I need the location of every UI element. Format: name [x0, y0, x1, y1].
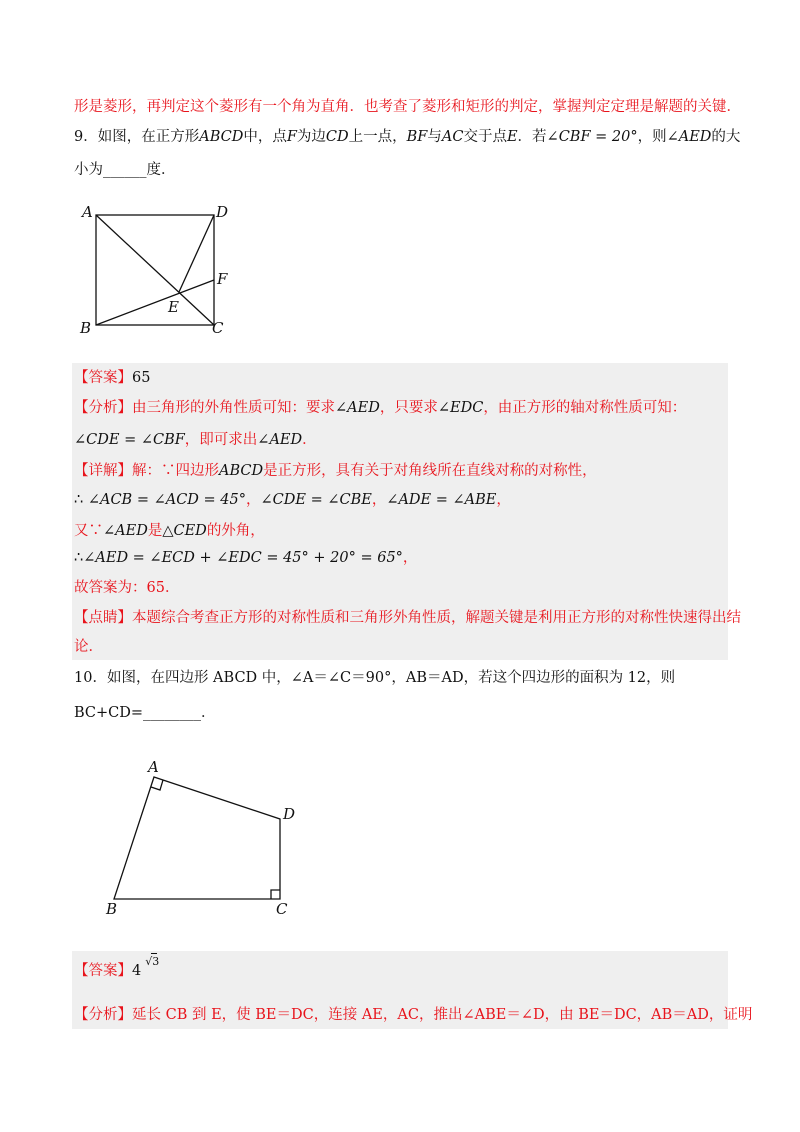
q9-text: 为边 — [296, 129, 326, 145]
diagonal-ac — [96, 215, 214, 325]
detail-tag: 【详解】 — [74, 463, 132, 479]
analysis-math: ∠CDE = ∠CBF — [74, 432, 185, 448]
final-line-9: 故答案为：65． — [74, 580, 180, 596]
analysis-line-9 — [74, 398, 686, 418]
step2-line-9 — [74, 521, 265, 541]
answer-line-10 — [74, 955, 160, 982]
comment-line-9 — [74, 608, 741, 628]
sqrt-radicand: 3 — [152, 955, 160, 968]
q10-line1: 10．如图，在四边形 ABCD 中，∠A＝∠C＝90°，AB＝AD，若这个四边形的面积为 12，则 — [74, 670, 676, 686]
label-b: B — [80, 319, 92, 337]
step-sep: ， — [496, 492, 511, 508]
step-text: 又∵ — [74, 523, 103, 539]
label-b: B — [106, 900, 118, 918]
q9-point: F — [286, 129, 297, 145]
right-angle-c — [271, 890, 280, 899]
step-math: ∠AED — [103, 523, 148, 539]
q9-text: 与 — [427, 129, 442, 145]
step-sep: ， — [371, 492, 387, 508]
step-therefore: ∴ — [74, 492, 84, 508]
answer-tag: 【答案】 — [74, 370, 132, 386]
q9-square: ABCD — [199, 129, 244, 145]
answer-tag: 【答案】 — [74, 963, 132, 979]
analysis-text: 延长 CB 到 E，使 BE＝DC，连接 AE，AC，推出∠ABE＝∠D，由 BE＝DC，AB＝AD，证明 — [132, 1007, 753, 1023]
answer-value: 65 — [132, 370, 151, 386]
step1-line-9 — [74, 490, 511, 510]
q10-line2: BC+CD=________． — [74, 705, 216, 721]
answer-value: 4 — [132, 963, 142, 979]
q9-text: 交于点 — [463, 129, 507, 145]
label-e: E — [168, 298, 179, 316]
step-math: ∠CDE = ∠CBE — [260, 492, 372, 508]
label-f: F — [217, 270, 228, 288]
analysis-text: ，即可求出 — [184, 432, 258, 448]
detail-text: 是正方形，具有关于对角线所在直线对称的对称性， — [263, 463, 597, 479]
label-a: A — [82, 203, 93, 221]
segment-bf — [96, 280, 214, 325]
q9-given: ∠CBF = 20° — [546, 129, 638, 145]
analysis-line-9b — [74, 430, 317, 450]
q9-line1 — [74, 127, 740, 147]
analysis-math: ∠AED — [335, 400, 380, 416]
comment-tag: 【点睛】 — [74, 610, 132, 626]
detail-math: ABCD — [219, 463, 264, 479]
q9-text: ．若 — [517, 129, 547, 145]
step-math: ∠ADE = ∠ABE — [386, 492, 497, 508]
quadrilateral-figure — [102, 755, 307, 920]
analysis-math: ∠EDC — [437, 400, 484, 416]
label-d: D — [216, 203, 229, 221]
step-sep: ， — [246, 492, 261, 508]
step-therefore: ∴ — [74, 550, 84, 566]
detail-line-9 — [74, 461, 597, 481]
q9-line2: 小为______度． — [74, 162, 176, 178]
step-text: 是 — [147, 523, 163, 539]
analysis-text: ，由正方形的轴对称性质可知： — [483, 400, 687, 416]
sqrt-radical: √ 3 — [145, 955, 160, 968]
q9-text: 的大 — [711, 129, 741, 145]
segment-de — [179, 215, 214, 292]
analysis-tag: 【分析】 — [74, 1007, 132, 1023]
q9-segment: BF — [406, 129, 428, 145]
label-c: C — [276, 900, 288, 918]
quadrilateral-outline — [114, 777, 280, 899]
analysis-math: ∠AED — [257, 432, 303, 448]
analysis-text: 由三角形的外角性质可知：要求 — [132, 400, 335, 416]
q9-text: 9．如图，在正方形 — [74, 129, 200, 145]
analysis-text: ． — [302, 432, 317, 448]
square-figure — [76, 200, 236, 340]
q9-target: ∠AED — [666, 129, 712, 145]
answer-line-9 — [74, 368, 150, 388]
step3-line-9 — [74, 548, 417, 568]
step-text: 的外角， — [206, 523, 265, 539]
step-sep: ， — [402, 550, 418, 566]
q9-segment: AC — [441, 129, 464, 145]
q9-text: 中，点 — [243, 129, 287, 145]
label-d: D — [283, 805, 296, 823]
step-math: ∠ACB = ∠ACD = 45° — [87, 492, 246, 508]
analysis-text: ，只要求 — [379, 400, 438, 416]
intro-line: 形是菱形，再判定这个菱形有一个角为直角．也考查了菱形和矩形的判定，掌握判定定理是解题的关键． — [74, 99, 741, 115]
step-math: ∠AED = ∠ECD + ∠EDC = 45° + 20° = 65° — [83, 550, 403, 566]
analysis-line-10 — [74, 1005, 752, 1025]
label-a: A — [148, 758, 159, 776]
comment-text: 本题综合考查正方形的对称性质和三角形外角性质，解题关键是利用正方形的对称性快速得出结 — [132, 610, 741, 626]
q9-text: 上一点， — [348, 129, 407, 145]
q9-side: CD — [325, 129, 349, 145]
q9-point: E — [506, 129, 518, 145]
q9-text: ，则 — [637, 129, 667, 145]
label-c: C — [212, 319, 224, 337]
comment-line-9b: 论． — [74, 639, 103, 655]
analysis-tag: 【分析】 — [74, 400, 132, 416]
detail-text: 解：∵四边形 — [132, 463, 219, 479]
step-math: △CED — [162, 523, 207, 539]
